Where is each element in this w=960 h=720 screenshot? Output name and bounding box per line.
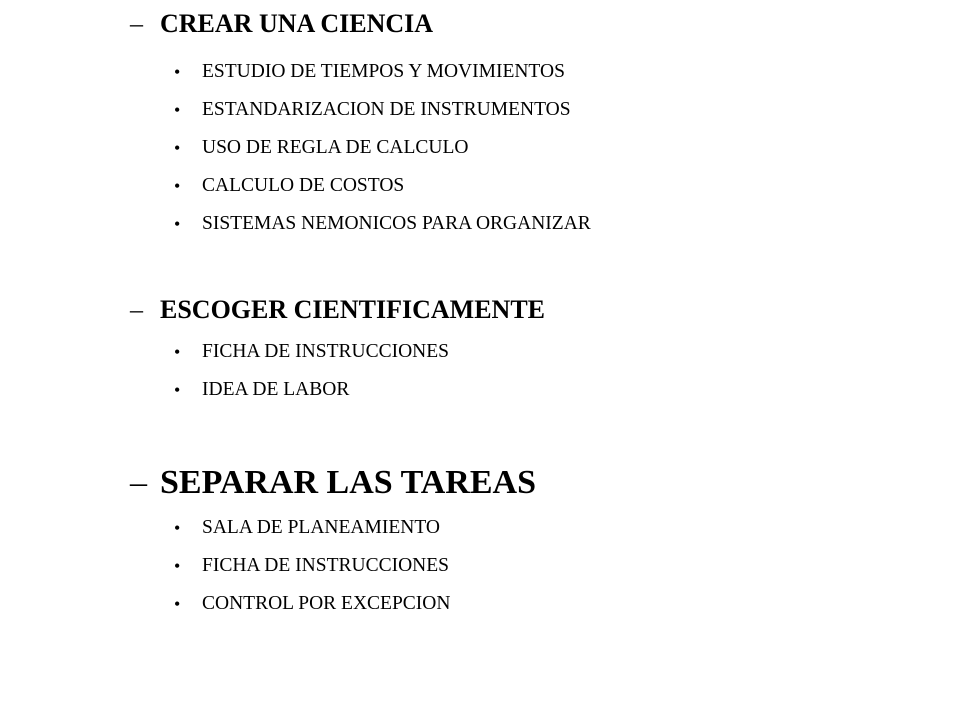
dash-marker: – [130,9,143,38]
list-item [0,205,960,243]
list-item [0,547,960,585]
list-item-text: CONTROL POR EXCEPCION [202,593,451,614]
bullet-list [0,333,960,409]
heading-text: CREAR UNA CIENCIA [160,9,434,38]
bullet-icon: • [174,518,181,538]
bullet-list [0,53,960,243]
heading-text: ESCOGER CIENTIFICAMENTE [160,295,546,324]
list-item [0,509,960,547]
list-item [0,371,960,409]
list-item-text: ESTUDIO DE TIEMPOS Y MOVIMIENTOS [202,61,565,82]
bullet-icon: • [174,62,181,82]
bullet-icon: • [174,556,181,576]
list-item [0,53,960,91]
list-item-text: SALA DE PLANEAMIENTO [202,517,440,538]
section-heading [0,4,960,44]
list-item-text: ESTANDARIZACION DE INSTRUMENTOS [202,99,571,120]
bullet-icon: • [174,342,181,362]
section-heading [0,290,960,330]
bullet-icon: • [174,214,181,234]
section-heading [0,461,960,505]
bullet-icon: • [174,594,181,614]
bullet-icon: • [174,176,181,196]
list-item-text: USO DE REGLA DE CALCULO [202,137,469,158]
list-item [0,91,960,129]
list-item [0,585,960,623]
bullet-list [0,509,960,623]
section-separar-las-tareas [0,461,960,623]
dash-marker: – [130,295,143,324]
list-item-text: IDEA DE LABOR [202,379,350,400]
section-escoger-cientificamente [0,290,960,409]
list-item-text: FICHA DE INSTRUCCIONES [202,341,450,362]
bullet-icon: • [174,138,181,158]
bullet-icon: • [174,380,181,400]
dash-marker: – [130,464,147,501]
section-crear-una-ciencia [0,4,960,243]
list-item-text: FICHA DE INSTRUCCIONES [202,555,450,576]
list-item [0,129,960,167]
bullet-icon: • [174,100,181,120]
heading-text: SEPARAR LAS TAREAS [160,464,536,501]
list-item [0,333,960,371]
list-item [0,167,960,205]
list-item-text: SISTEMAS NEMONICOS PARA ORGANIZAR [202,213,591,234]
list-item-text: CALCULO DE COSTOS [202,175,405,196]
